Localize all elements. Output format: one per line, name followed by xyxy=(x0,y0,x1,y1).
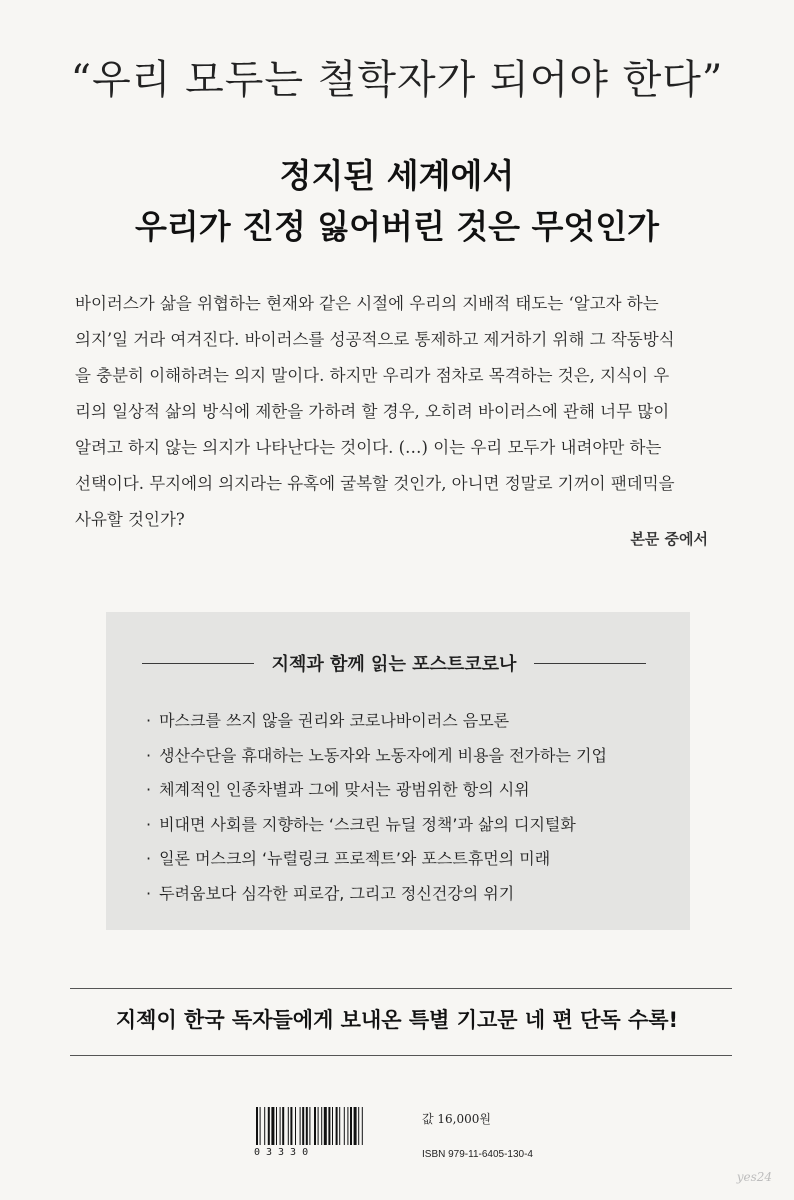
list-item-text: 일론 머스크의 ‘뉴럴링크 프로젝트’와 포스트휴먼의 미래 xyxy=(159,849,551,868)
list-item xyxy=(146,704,607,739)
barcode-digits: 03330 xyxy=(254,1147,315,1158)
barcode-icon xyxy=(254,1107,414,1145)
promo-banner: 지젝이 한국 독자들에게 보내온 특별 기고문 네 편 단독 수록! xyxy=(115,1008,679,1032)
excerpt-source: 본문 중에서 xyxy=(630,530,708,548)
bullet-icon: · xyxy=(146,849,152,868)
barcode-block xyxy=(254,1107,414,1163)
excerpt-line: 사유할 것인가? xyxy=(75,510,185,529)
excerpt-line: 을 충분히 이해하려는 의지 말이다. 하지만 우리가 점차로 목격하는 것은, 지식이 우 xyxy=(75,366,670,385)
cover-quote: “우리 모두는 철학자가 되어야 한다” xyxy=(70,57,724,103)
list-item-text: 마스크를 쓰지 않을 권리와 코로나바이러스 음모론 xyxy=(159,711,510,730)
title-rule-right xyxy=(534,663,646,664)
bullet-icon: · xyxy=(146,711,152,730)
list-item xyxy=(146,773,607,808)
excerpt-paragraph xyxy=(75,286,725,538)
excerpt-line: 알려고 하지 않는 의지가 나타난다는 것이다. (…) 이는 우리 모두가 내려야만 하는 xyxy=(75,438,662,457)
isbn-label: ISBN 979-11-6405-130-4 xyxy=(422,1149,533,1160)
title-rule-left xyxy=(142,663,254,664)
topics-box-title: 지젝과 함께 읽는 포스트코로나 xyxy=(271,654,517,675)
excerpt-line: 선택이다. 무지에의 의지라는 유혹에 굴복할 것인가, 아니면 정말로 기꺼이 팬데믹을 xyxy=(75,474,675,493)
price-label: 값 16,000원 xyxy=(422,1112,491,1126)
bullet-icon: · xyxy=(146,780,152,799)
bullet-icon: · xyxy=(146,883,152,903)
topics-box xyxy=(106,612,690,930)
list-item-text: 체계적인 인종차별과 그에 맞서는 광범위한 항의 시위 xyxy=(159,780,530,799)
promo-rule-top xyxy=(70,988,732,989)
watermark: yes24 xyxy=(736,1170,772,1184)
topics-box-header xyxy=(142,650,646,676)
bullet-icon: · xyxy=(146,814,152,834)
list-item xyxy=(146,739,607,774)
topics-list xyxy=(146,704,607,911)
excerpt-line: 바이러스가 삶을 위협하는 현재와 같은 시절에 우리의 지배적 태도는 ‘알고자 하는 xyxy=(75,294,659,313)
list-item xyxy=(146,808,607,843)
excerpt-line: 의지’일 거라 여겨진다. 바이러스를 성공적으로 통제하고 제거하기 위해 그 작동방식 xyxy=(75,330,675,349)
list-item-text: 두려움보다 심각한 피로감, 그리고 정신건강의 위기 xyxy=(159,883,515,903)
bullet-icon: · xyxy=(146,745,152,765)
list-item xyxy=(146,877,607,912)
list-item-text: 비대면 사회를 지향하는 ‘스크린 뉴딜 정책’과 삶의 디지털화 xyxy=(159,814,576,834)
headline-line-1: 정지된 세계에서 xyxy=(279,156,515,195)
promo-rule-bottom xyxy=(70,1055,732,1056)
list-item xyxy=(146,842,607,877)
headline xyxy=(0,150,794,252)
list-item-text: 생산수단을 휴대하는 노동자와 노동자에게 비용을 전가하는 기업 xyxy=(159,745,607,765)
headline-line-2: 우리가 진정 잃어버린 것은 무엇인가 xyxy=(134,207,660,246)
excerpt-line: 리의 일상적 삶의 방식에 제한을 가하려 할 경우, 오히려 바이러스에 관해 너무 많이 xyxy=(75,402,670,421)
